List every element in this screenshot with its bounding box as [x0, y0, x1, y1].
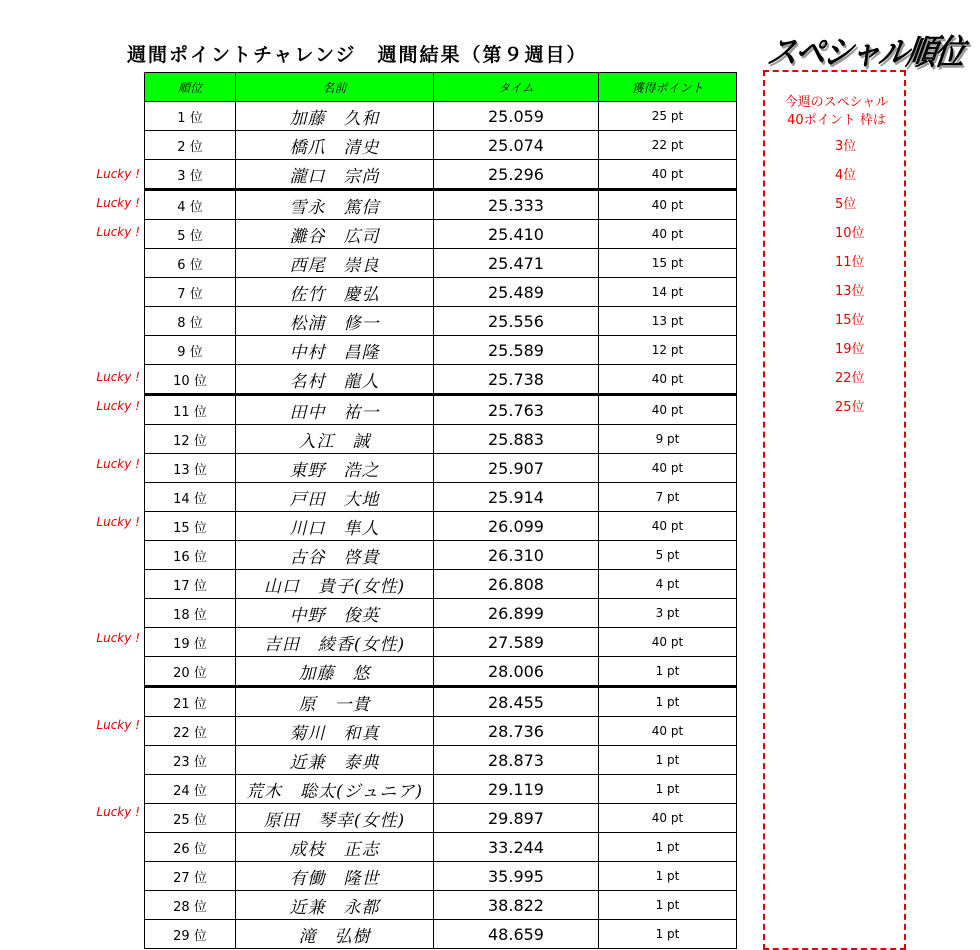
time-cell: 29.897	[434, 804, 599, 833]
points-cell: 5 pt	[599, 541, 737, 570]
rank-cell: 17 位	[145, 570, 236, 599]
lucky-marker	[84, 682, 140, 711]
rank-cell: 11 位	[145, 395, 236, 425]
rank-cell: 28 位	[145, 891, 236, 920]
rank-cell: 6 位	[145, 249, 236, 278]
name-cell: 近兼 永都	[236, 891, 434, 920]
time-cell: 28.736	[434, 717, 599, 746]
name-cell: 佐竹 慶弘	[236, 278, 434, 307]
lucky-marker	[84, 102, 140, 131]
points-cell: 1 pt	[599, 746, 737, 775]
lucky-marker	[84, 566, 140, 595]
table-row	[145, 395, 737, 425]
points-cell: 7 pt	[599, 483, 737, 512]
name-cell: 名村 龍人	[236, 365, 434, 395]
points-cell: 40 pt	[599, 454, 737, 483]
time-column-header: タイム	[434, 73, 599, 102]
time-cell: 28.455	[434, 687, 599, 717]
lucky-marker: Lucky !	[96, 718, 140, 732]
name-cell: 松浦 修一	[236, 307, 434, 336]
time-cell: 25.589	[434, 336, 599, 365]
time-cell: 25.883	[434, 425, 599, 454]
points-cell: 4 pt	[599, 570, 737, 599]
lucky-marker	[84, 827, 140, 856]
lucky-marker: Lucky !	[96, 515, 140, 529]
rank-cell: 9 位	[145, 336, 236, 365]
lucky-marker: Lucky !	[96, 167, 140, 181]
lucky-marker	[84, 479, 140, 508]
table-row	[145, 891, 737, 920]
name-column-header: 名前	[236, 73, 434, 102]
points-cell: 40 pt	[599, 512, 737, 541]
table-row	[145, 541, 737, 570]
lucky-marker: Lucky !	[96, 399, 140, 413]
name-cell: 東野 浩之	[236, 454, 434, 483]
table-row	[145, 599, 737, 628]
rank-cell: 16 位	[145, 541, 236, 570]
table-row	[145, 307, 737, 336]
name-cell: 原 一貴	[236, 687, 434, 717]
special-rank-item: 25位	[835, 400, 865, 415]
points-cell: 40 pt	[599, 190, 737, 220]
time-cell: 25.763	[434, 395, 599, 425]
name-cell: 吉田 綾香(女性)	[236, 628, 434, 657]
table-row	[145, 483, 737, 512]
special-rank-item: 11位	[835, 255, 865, 270]
points-cell: 9 pt	[599, 425, 737, 454]
table-row	[145, 249, 737, 278]
rank-cell: 2 位	[145, 131, 236, 160]
lucky-marker: Lucky !	[96, 805, 140, 819]
table-row	[145, 657, 737, 687]
time-cell: 33.244	[434, 833, 599, 862]
lucky-marker: Lucky !	[96, 457, 140, 471]
name-cell: 橋爪 清史	[236, 131, 434, 160]
table-row	[145, 920, 737, 949]
name-cell: 川口 隼人	[236, 512, 434, 541]
name-cell: 原田 琴幸(女性)	[236, 804, 434, 833]
special-rank-heading: スペシャル順位	[764, 32, 966, 74]
special-caption-line1: 今週のスペシャル	[784, 95, 889, 110]
time-cell: 25.059	[434, 102, 599, 131]
points-cell: 1 pt	[599, 833, 737, 862]
lucky-marker	[84, 914, 140, 943]
time-cell: 26.099	[434, 512, 599, 541]
points-cell: 25 pt	[599, 102, 737, 131]
points-cell: 1 pt	[599, 920, 737, 949]
rank-cell: 24 位	[145, 775, 236, 804]
name-cell: 田中 祐一	[236, 395, 434, 425]
lucky-column	[84, 102, 140, 943]
time-cell: 25.907	[434, 454, 599, 483]
table-header-row	[145, 73, 737, 102]
time-cell: 27.589	[434, 628, 599, 657]
points-cell: 13 pt	[599, 307, 737, 336]
special-rank-item: 4位	[835, 168, 857, 183]
special-rank-item: 19位	[835, 342, 865, 357]
lucky-marker	[84, 653, 140, 682]
name-cell: 菊川 和真	[236, 717, 434, 746]
time-cell: 38.822	[434, 891, 599, 920]
rank-cell: 23 位	[145, 746, 236, 775]
time-cell: 26.310	[434, 541, 599, 570]
time-cell: 26.899	[434, 599, 599, 628]
lucky-marker	[84, 334, 140, 363]
points-cell: 40 pt	[599, 628, 737, 657]
table-row	[145, 454, 737, 483]
name-cell: 戸田 大地	[236, 483, 434, 512]
name-cell: 灘谷 広司	[236, 220, 434, 249]
special-rank-item: 13位	[835, 284, 865, 299]
rank-cell: 13 位	[145, 454, 236, 483]
rank-cell: 26 位	[145, 833, 236, 862]
time-cell: 25.738	[434, 365, 599, 395]
name-cell: 中村 昌隆	[236, 336, 434, 365]
time-cell: 35.995	[434, 862, 599, 891]
rank-cell: 22 位	[145, 717, 236, 746]
table-row	[145, 570, 737, 599]
name-cell: 中野 俊英	[236, 599, 434, 628]
table-row	[145, 717, 737, 746]
table-row	[145, 628, 737, 657]
points-cell: 22 pt	[599, 131, 737, 160]
name-cell: 有働 隆世	[236, 862, 434, 891]
table-row	[145, 746, 737, 775]
rank-cell: 21 位	[145, 687, 236, 717]
name-cell: 近兼 泰典	[236, 746, 434, 775]
special-rank-item: 10位	[835, 226, 865, 241]
name-cell: 滝 弘樹	[236, 920, 434, 949]
points-cell: 40 pt	[599, 220, 737, 249]
rank-cell: 14 位	[145, 483, 236, 512]
points-cell: 1 pt	[599, 891, 737, 920]
table-row	[145, 278, 737, 307]
rank-cell: 8 位	[145, 307, 236, 336]
table-row	[145, 833, 737, 862]
lucky-marker	[84, 856, 140, 885]
time-cell: 29.119	[434, 775, 599, 804]
time-cell: 25.489	[434, 278, 599, 307]
special-caption-line2: 40ポイント 枠は	[787, 113, 886, 128]
lucky-marker	[84, 276, 140, 305]
time-cell: 25.074	[434, 131, 599, 160]
special-rank-item: 22位	[835, 371, 865, 386]
rank-cell: 4 位	[145, 190, 236, 220]
points-cell: 1 pt	[599, 657, 737, 687]
rank-column-header: 順位	[145, 73, 236, 102]
lucky-marker	[84, 885, 140, 914]
points-cell: 3 pt	[599, 599, 737, 628]
points-cell: 12 pt	[599, 336, 737, 365]
table-row	[145, 220, 737, 249]
name-cell: 瀧口 宗尚	[236, 160, 434, 190]
rank-cell: 18 位	[145, 599, 236, 628]
lucky-marker	[84, 247, 140, 276]
lucky-marker	[84, 421, 140, 450]
time-cell: 25.914	[434, 483, 599, 512]
lucky-marker: Lucky !	[96, 370, 140, 384]
name-cell: 雪永 篤信	[236, 190, 434, 220]
table-row	[145, 336, 737, 365]
time-cell: 25.471	[434, 249, 599, 278]
lucky-marker: Lucky !	[96, 196, 140, 210]
points-cell: 40 pt	[599, 717, 737, 746]
table-row	[145, 862, 737, 891]
name-cell: 西尾 崇良	[236, 249, 434, 278]
rank-cell: 15 位	[145, 512, 236, 541]
rank-cell: 3 位	[145, 160, 236, 190]
table-row	[145, 160, 737, 190]
special-caption	[765, 94, 908, 130]
rank-cell: 1 位	[145, 102, 236, 131]
points-cell: 15 pt	[599, 249, 737, 278]
special-rank-item: 3位	[835, 139, 857, 154]
rank-cell: 5 位	[145, 220, 236, 249]
name-cell: 成枝 正志	[236, 833, 434, 862]
points-cell: 40 pt	[599, 395, 737, 425]
table-row	[145, 804, 737, 833]
results-table	[144, 72, 737, 949]
time-cell: 48.659	[434, 920, 599, 949]
name-cell: 荒木 聡太(ジュニア)	[236, 775, 434, 804]
points-cell: 1 pt	[599, 862, 737, 891]
rank-cell: 10 位	[145, 365, 236, 395]
points-cell: 1 pt	[599, 687, 737, 717]
table-row	[145, 365, 737, 395]
table-row	[145, 102, 737, 131]
lucky-marker	[84, 740, 140, 769]
special-rank-list	[835, 139, 895, 429]
lucky-marker: Lucky !	[96, 631, 140, 645]
name-cell: 古谷 啓貴	[236, 541, 434, 570]
rank-cell: 7 位	[145, 278, 236, 307]
points-cell: 40 pt	[599, 365, 737, 395]
rank-cell: 25 位	[145, 804, 236, 833]
lucky-marker	[84, 131, 140, 160]
table-row	[145, 425, 737, 454]
time-cell: 25.556	[434, 307, 599, 336]
name-cell: 入江 誠	[236, 425, 434, 454]
table-row	[145, 687, 737, 717]
special-rank-item: 5位	[835, 197, 857, 212]
lucky-marker: Lucky !	[96, 225, 140, 239]
rank-cell: 29 位	[145, 920, 236, 949]
points-cell: 40 pt	[599, 804, 737, 833]
points-cell: 14 pt	[599, 278, 737, 307]
results-body	[145, 102, 737, 949]
rank-cell: 19 位	[145, 628, 236, 657]
time-cell: 28.006	[434, 657, 599, 687]
name-cell: 山口 貴子(女性)	[236, 570, 434, 599]
lucky-marker	[84, 595, 140, 624]
page-title: 週間ポイントチャレンジ 週間結果（第９週目）	[127, 44, 588, 66]
time-cell: 25.333	[434, 190, 599, 220]
points-cell: 40 pt	[599, 160, 737, 190]
table-row	[145, 775, 737, 804]
rank-cell: 20 位	[145, 657, 236, 687]
special-rank-item: 15位	[835, 313, 865, 328]
lucky-marker	[84, 769, 140, 798]
time-cell: 25.410	[434, 220, 599, 249]
rank-cell: 12 位	[145, 425, 236, 454]
table-row	[145, 190, 737, 220]
time-cell: 26.808	[434, 570, 599, 599]
time-cell: 28.873	[434, 746, 599, 775]
points-column-header: 獲得ポイント	[599, 73, 737, 102]
time-cell: 25.296	[434, 160, 599, 190]
name-cell: 加藤 悠	[236, 657, 434, 687]
lucky-marker	[84, 537, 140, 566]
name-cell: 加藤 久和	[236, 102, 434, 131]
special-rank-box	[763, 70, 906, 950]
table-row	[145, 512, 737, 541]
table-row	[145, 131, 737, 160]
points-cell: 1 pt	[599, 775, 737, 804]
lucky-marker	[84, 305, 140, 334]
rank-cell: 27 位	[145, 862, 236, 891]
